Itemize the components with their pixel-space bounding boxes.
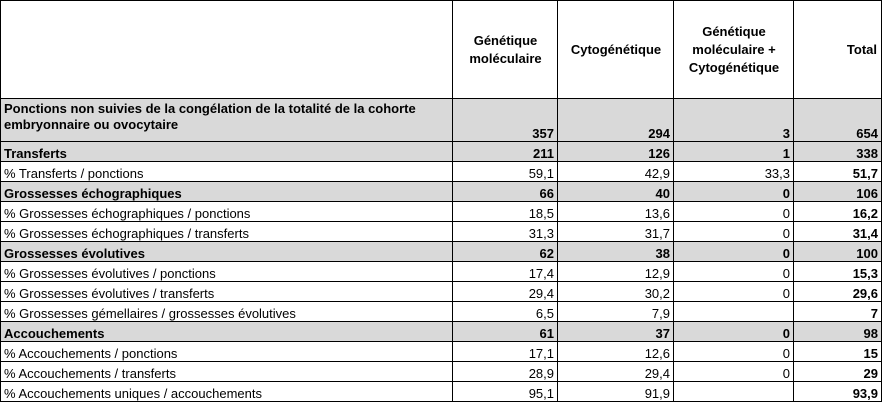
row-label: Grossesses évolutives xyxy=(1,242,453,262)
cell-combined: 1 xyxy=(674,142,794,162)
table-row xyxy=(1,99,882,142)
cell-genetique: 31,3 xyxy=(453,222,558,242)
row-label: Ponctions non suivies de la congélation de la totalité de la cohorte embryonnaire ou ovocytaire xyxy=(1,99,453,142)
cell-genetique: 17,1 xyxy=(453,342,558,362)
cell-combined: 0 xyxy=(674,342,794,362)
row-label: % Grossesses échographiques / ponctions xyxy=(1,202,453,222)
row-label: % Grossesses gémellaires / grossesses évolutives xyxy=(1,302,453,322)
table-row xyxy=(1,382,882,402)
cell-total: 654 xyxy=(794,99,882,142)
cell-cytogenetique: 7,9 xyxy=(558,302,674,322)
table-row xyxy=(1,202,882,222)
row-label: % Accouchements / transferts xyxy=(1,362,453,382)
cell-genetique: 357 xyxy=(453,99,558,142)
table-row xyxy=(1,322,882,342)
table-row xyxy=(1,362,882,382)
cell-combined xyxy=(674,302,794,322)
cell-cytogenetique: 30,2 xyxy=(558,282,674,302)
header-combined: Génétique moléculaire + Cytogénétique xyxy=(674,1,794,99)
row-label: Grossesses échographiques xyxy=(1,182,453,202)
header-corner xyxy=(1,1,453,99)
cell-combined: 0 xyxy=(674,202,794,222)
row-label: % Grossesses évolutives / ponctions xyxy=(1,262,453,282)
cell-combined: 0 xyxy=(674,322,794,342)
row-label: % Accouchements uniques / accouchements xyxy=(1,382,453,402)
cell-total: 15,3 xyxy=(794,262,882,282)
cell-total: 338 xyxy=(794,142,882,162)
cell-cytogenetique: 42,9 xyxy=(558,162,674,182)
header-total: Total xyxy=(794,1,882,99)
row-label: Transferts xyxy=(1,142,453,162)
cell-genetique: 62 xyxy=(453,242,558,262)
cell-combined: 0 xyxy=(674,182,794,202)
cell-genetique: 28,9 xyxy=(453,362,558,382)
cell-cytogenetique: 12,6 xyxy=(558,342,674,362)
cell-total: 29,6 xyxy=(794,282,882,302)
cell-cytogenetique: 29,4 xyxy=(558,362,674,382)
table-row xyxy=(1,242,882,262)
cell-genetique: 59,1 xyxy=(453,162,558,182)
cell-combined: 0 xyxy=(674,222,794,242)
row-label: % Grossesses échographiques / transferts xyxy=(1,222,453,242)
table-row xyxy=(1,282,882,302)
cell-genetique: 61 xyxy=(453,322,558,342)
cell-genetique: 29,4 xyxy=(453,282,558,302)
cell-combined: 33,3 xyxy=(674,162,794,182)
cell-total: 98 xyxy=(794,322,882,342)
table-row xyxy=(1,262,882,282)
cell-cytogenetique: 38 xyxy=(558,242,674,262)
table-row xyxy=(1,342,882,362)
cell-total: 93,9 xyxy=(794,382,882,402)
table-row xyxy=(1,182,882,202)
cell-genetique: 211 xyxy=(453,142,558,162)
cell-cytogenetique: 13,6 xyxy=(558,202,674,222)
header-row xyxy=(1,1,882,99)
cell-total: 31,4 xyxy=(794,222,882,242)
row-label: % Accouchements / ponctions xyxy=(1,342,453,362)
cell-genetique: 95,1 xyxy=(453,382,558,402)
row-label: % Transferts / ponctions xyxy=(1,162,453,182)
table-row xyxy=(1,142,882,162)
cell-total: 51,7 xyxy=(794,162,882,182)
cell-combined: 0 xyxy=(674,262,794,282)
row-label: % Grossesses évolutives / transferts xyxy=(1,282,453,302)
cell-cytogenetique: 31,7 xyxy=(558,222,674,242)
cell-cytogenetique: 40 xyxy=(558,182,674,202)
cell-total: 7 xyxy=(794,302,882,322)
cell-combined xyxy=(674,382,794,402)
cell-combined: 0 xyxy=(674,362,794,382)
cell-genetique: 17,4 xyxy=(453,262,558,282)
cell-genetique: 18,5 xyxy=(453,202,558,222)
cell-total: 16,2 xyxy=(794,202,882,222)
table-row xyxy=(1,162,882,182)
cell-total: 29 xyxy=(794,362,882,382)
cell-total: 100 xyxy=(794,242,882,262)
cell-cytogenetique: 126 xyxy=(558,142,674,162)
header-cytogenetique: Cytogénétique xyxy=(558,1,674,99)
cell-combined: 0 xyxy=(674,242,794,262)
cell-cytogenetique: 294 xyxy=(558,99,674,142)
cell-total: 15 xyxy=(794,342,882,362)
cell-total: 106 xyxy=(794,182,882,202)
cell-cytogenetique: 91,9 xyxy=(558,382,674,402)
cell-combined: 0 xyxy=(674,282,794,302)
cell-cytogenetique: 37 xyxy=(558,322,674,342)
cell-genetique: 66 xyxy=(453,182,558,202)
table-row xyxy=(1,222,882,242)
cell-combined: 3 xyxy=(674,99,794,142)
cell-cytogenetique: 12,9 xyxy=(558,262,674,282)
cell-genetique: 6,5 xyxy=(453,302,558,322)
table-row xyxy=(1,302,882,322)
header-genetique-moleculaire: Génétique moléculaire xyxy=(453,1,558,99)
row-label: Accouchements xyxy=(1,322,453,342)
